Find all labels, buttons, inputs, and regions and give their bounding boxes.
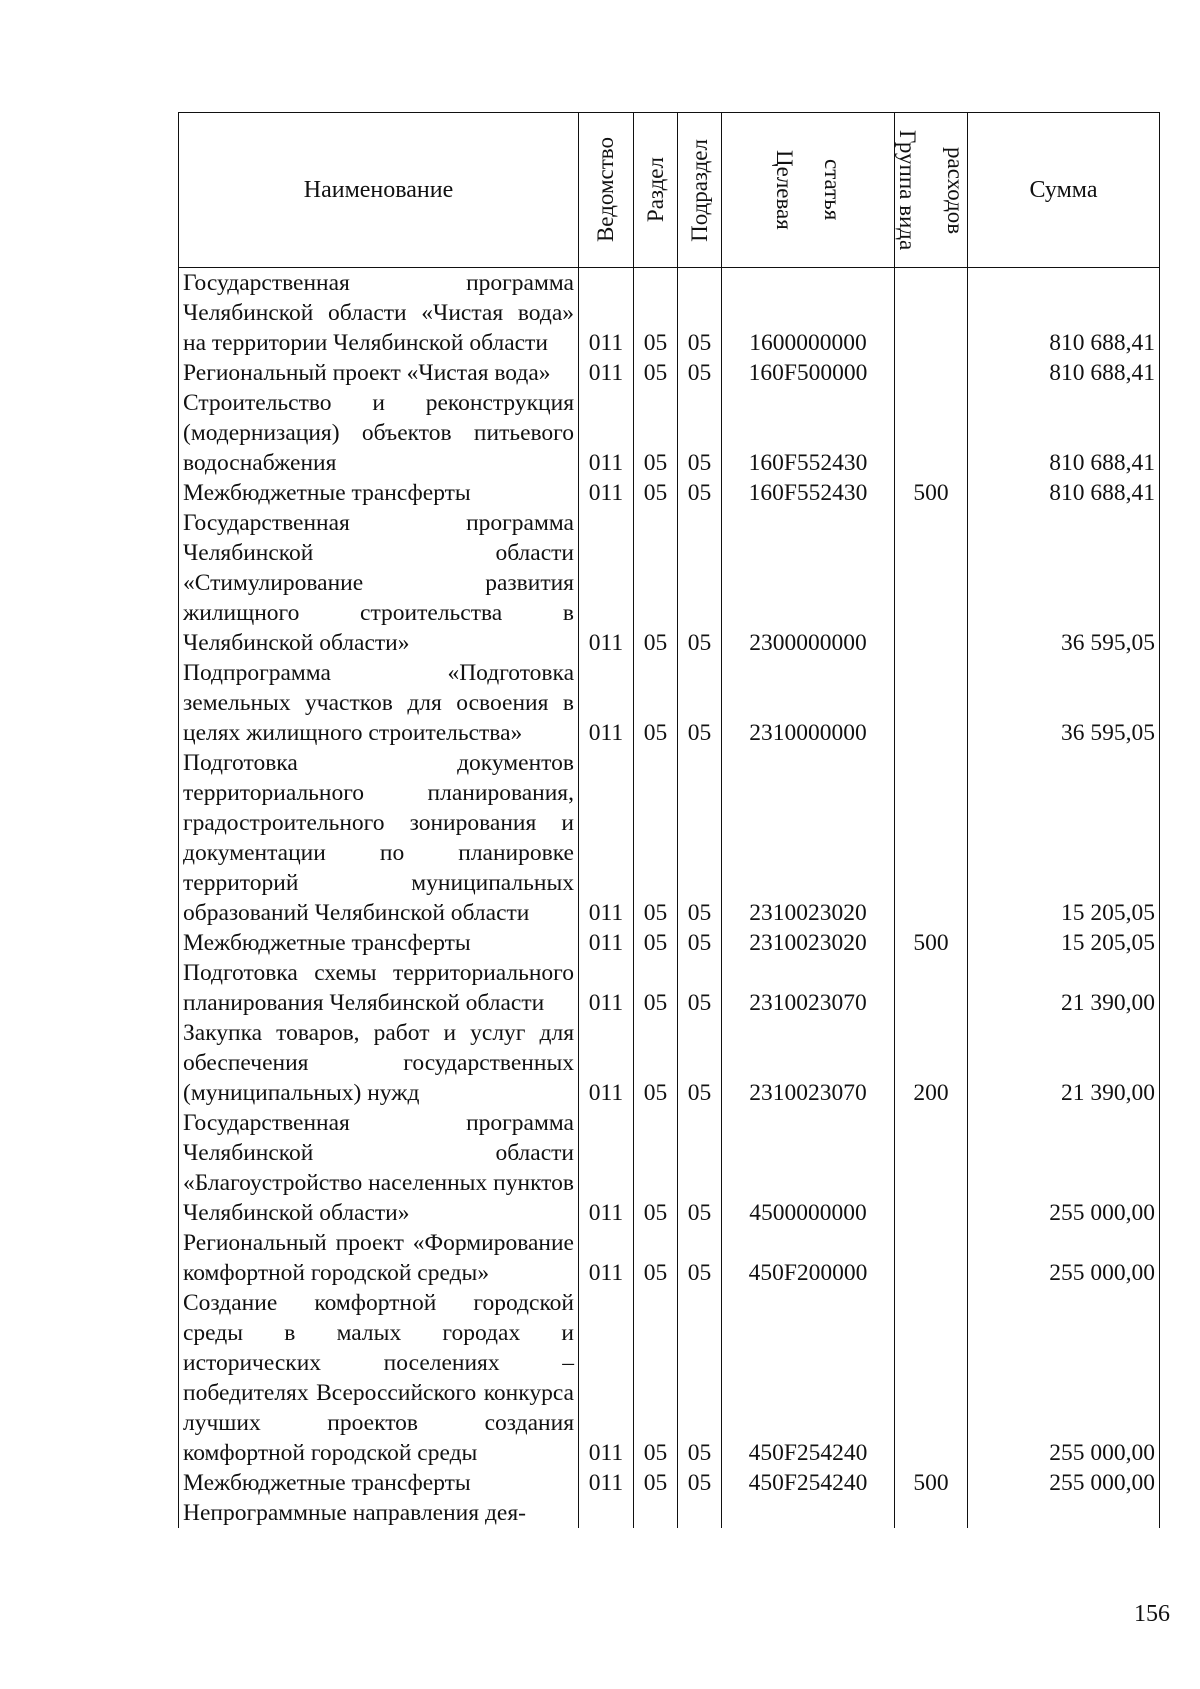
target-cell: 2300000000 [722,508,895,658]
target-cell: 2310023020 [722,928,895,958]
section-cell [634,1498,678,1528]
group-cell [895,958,968,1018]
dept-cell: 011 [579,1018,634,1108]
sum-cell: 15 205,05 [968,748,1160,928]
header-target-line1: Целевая [772,150,797,230]
dept-cell: 011 [579,388,634,478]
subsection-cell: 05 [678,358,722,388]
subsection-cell: 05 [678,268,722,359]
name-cell: Межбюджетные трансферты [179,928,579,958]
group-cell [895,508,968,658]
header-name: Наименование [179,113,579,268]
subsection-cell: 05 [678,1018,722,1108]
target-cell: 2310023070 [722,958,895,1018]
section-cell: 05 [634,1108,678,1228]
dept-cell: 011 [579,1108,634,1228]
table-row [179,358,1160,388]
sum-cell: 810 688,41 [968,388,1160,478]
group-cell: 200 [895,1018,968,1108]
name-cell: Закупка товаров, работ и услуг для обеспечения государственных (муниципальных) нужд [179,1018,579,1108]
sum-cell: 36 595,05 [968,658,1160,748]
table-header-row [179,113,1160,268]
target-cell: 450F254240 [722,1468,895,1498]
table-row [179,1288,1160,1468]
table-row [179,1468,1160,1498]
table-row [179,508,1160,658]
table-row [179,928,1160,958]
sum-cell: 21 390,00 [968,1018,1160,1108]
section-cell: 05 [634,1018,678,1108]
group-cell [895,1108,968,1228]
table-row [179,748,1160,928]
group-cell [895,268,968,359]
target-cell: 160F500000 [722,358,895,388]
group-cell [895,1228,968,1288]
table-row [179,268,1160,359]
section-cell: 05 [634,508,678,658]
subsection-cell: 05 [678,388,722,478]
dept-cell: 011 [579,268,634,359]
sum-cell: 15 205,05 [968,928,1160,958]
group-cell: 500 [895,928,968,958]
table-row [179,1498,1160,1528]
header-dept: Ведомство [579,113,634,268]
sum-cell: 255 000,00 [968,1228,1160,1288]
section-cell: 05 [634,1468,678,1498]
table-row [179,388,1160,478]
name-cell: Строительство и реконструкция (модернизация) объектов питьевого водоснабжения [179,388,579,478]
dept-cell [579,1498,634,1528]
dept-cell: 011 [579,658,634,748]
name-cell: Подпрограмма «Подготовка земельных участков для освоения в целях жилищного строительства» [179,658,579,748]
table-body [179,268,1160,1529]
table-row [179,658,1160,748]
dept-cell: 011 [579,1288,634,1468]
group-cell: 500 [895,478,968,508]
subsection-cell: 05 [678,1288,722,1468]
group-cell: 500 [895,1468,968,1498]
group-cell [895,748,968,928]
name-cell: Государственная программа Челябинской области «Чистая вода» на территории Челябинской области [179,268,579,359]
header-target [722,113,895,268]
section-cell: 05 [634,358,678,388]
name-cell: Межбюджетные трансферты [179,1468,579,1498]
target-cell: 160F552430 [722,478,895,508]
name-cell: Межбюджетные трансферты [179,478,579,508]
table-row [179,958,1160,1018]
dept-cell: 011 [579,928,634,958]
sum-cell: 255 000,00 [968,1108,1160,1228]
dept-cell: 011 [579,358,634,388]
header-group-line1: Группа вида [895,129,920,251]
subsection-cell: 05 [678,928,722,958]
table-row [179,1228,1160,1288]
subsection-cell: 05 [678,658,722,748]
name-cell: Государственная программа Челябинской области «Стимулирование развития жилищного строительства в Челябинской области» [179,508,579,658]
name-cell: Создание комфортной городской среды в малых городах и исторических поселениях – победителях Всероссийского конкурса лучших проектов создания комфортной городской среды [179,1288,579,1468]
table-row [179,478,1160,508]
header-sum: Сумма [968,113,1160,268]
dept-cell: 011 [579,478,634,508]
name-cell: Подготовка схемы территориального планирования Челябинской области [179,958,579,1018]
sum-cell: 810 688,41 [968,268,1160,359]
subsection-cell: 05 [678,478,722,508]
header-section: Раздел [634,113,678,268]
table-row [179,1108,1160,1228]
sum-cell: 21 390,00 [968,958,1160,1018]
target-cell: 450F254240 [722,1288,895,1468]
target-cell: 4500000000 [722,1108,895,1228]
name-cell: Государственная программа Челябинской области «Благоустройство населенных пунктов Челябинской области» [179,1108,579,1228]
target-cell: 160F552430 [722,388,895,478]
dept-cell: 011 [579,748,634,928]
section-cell: 05 [634,1228,678,1288]
section-cell: 05 [634,658,678,748]
header-target-line2: статья [820,159,845,221]
group-cell [895,388,968,478]
subsection-cell: 05 [678,1468,722,1498]
target-cell: 450F200000 [722,1228,895,1288]
name-cell: Подготовка документов территориального планирования, градостроительного зонирования и документации по планировке территорий муниципальных образований Челябинской области [179,748,579,928]
section-cell: 05 [634,388,678,478]
subsection-cell: 05 [678,748,722,928]
header-subsection: Подраздел [678,113,722,268]
subsection-cell: 05 [678,1108,722,1228]
target-cell [722,1498,895,1528]
budget-table [178,112,1160,1528]
table-row [179,1018,1160,1108]
target-cell: 2310023020 [722,748,895,928]
target-cell: 2310000000 [722,658,895,748]
section-cell: 05 [634,958,678,1018]
section-cell: 05 [634,478,678,508]
subsection-cell: 05 [678,508,722,658]
dept-cell: 011 [579,508,634,658]
target-cell: 2310023070 [722,1018,895,1108]
group-cell [895,1498,968,1528]
header-group-line2: расходов [943,146,968,234]
name-cell: Региональный проект «Формирование комфортной городской среды» [179,1228,579,1288]
name-cell: Региональный проект «Чистая вода» [179,358,579,388]
subsection-cell: 05 [678,958,722,1018]
sum-cell: 255 000,00 [968,1468,1160,1498]
section-cell: 05 [634,748,678,928]
section-cell: 05 [634,268,678,359]
subsection-cell: 05 [678,1228,722,1288]
dept-cell: 011 [579,1228,634,1288]
target-cell: 1600000000 [722,268,895,359]
dept-cell: 011 [579,1468,634,1498]
section-cell: 05 [634,928,678,958]
section-cell: 05 [634,1288,678,1468]
page-number: 156 [1134,1601,1170,1627]
sum-cell: 36 595,05 [968,508,1160,658]
sum-cell: 810 688,41 [968,358,1160,388]
group-cell [895,358,968,388]
dept-cell: 011 [579,958,634,1018]
name-cell: Непрограммные направления дея- [179,1498,579,1528]
sum-cell [968,1498,1160,1528]
header-group [895,113,968,268]
subsection-cell [678,1498,722,1528]
sum-cell: 255 000,00 [968,1288,1160,1468]
sum-cell: 810 688,41 [968,478,1160,508]
group-cell [895,658,968,748]
group-cell [895,1288,968,1468]
